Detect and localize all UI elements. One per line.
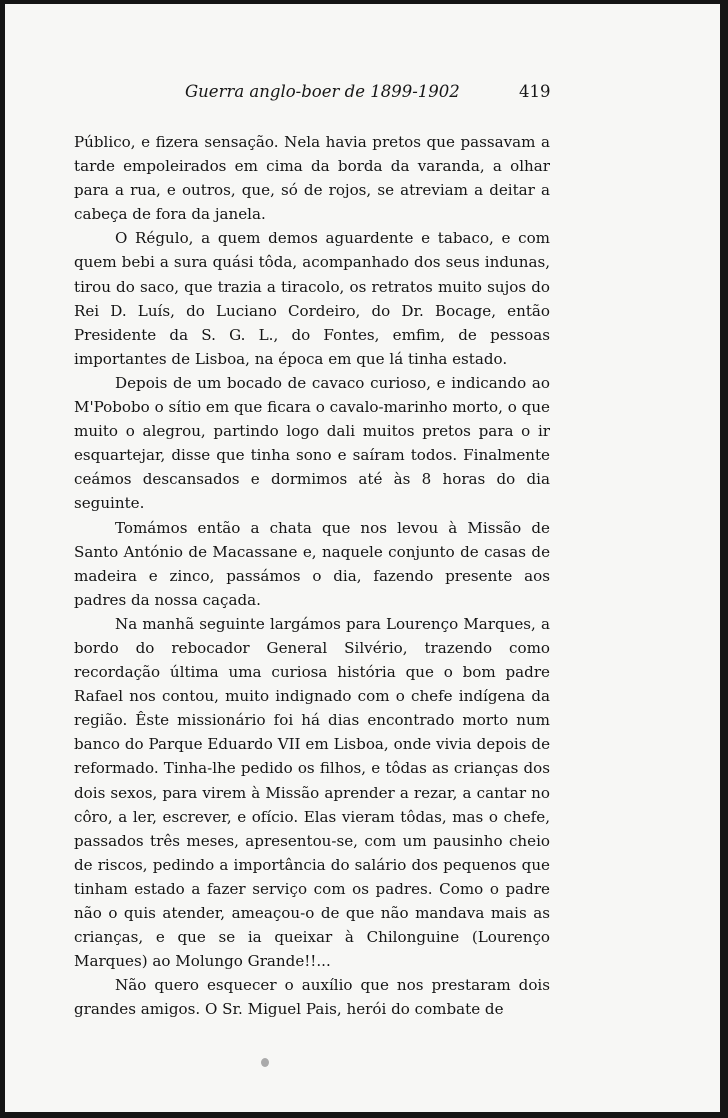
paragraph-regulo: O Régulo, a quem demos aguardente e tabaco, e com quem bebi a sura quási tôda, acompanhado dos seus indunas, tirou do saco, que trazia a tiracolo, os retratos muito sujos do Rei D. Luís, do Luciano Cordeiro, do Dr. Bocage, então Presidente da S. G. L., do Fontes, emfim, de pessoas importantes de Lisboa, na época em que lá tinha estado.	[74, 229, 550, 368]
scan-speck	[261, 1058, 269, 1067]
paragraph-depois: Depois de um bocado de cavaco curioso, e indicando ao M'Pobobo o sítio em que ficara o cavalo-marinho morto, o que muito o alegrou, partindo logo dali muitos pretos para o ir esquartejar, disse que tinha sono e saíram todos. Finalmente ceámos descansados e dormimos até às 8 horas do dia seguinte.	[74, 373, 550, 513]
paragraph-na-manha: Na manhã seguinte largámos para Lourenço Marques, a bordo do rebocador General Silvério, trazendo como recordação última uma curiosa história que o bom padre Rafael nos contou, muito indignado com o chefe indígena da região. Êste missionário foi há dias encontrado morto num banco do Parque Eduardo VII em Lisboa, onde vivia depois de reformado. Tinha-lhe pedido os filhos, e tôdas as crianças dos dois sexos, para virem à Missão aprender a rezar, a cantar no côro, a ler, escrever, e ofício. Elas vieram tôdas, mas o chefe, passados três meses, apresentou-se, com um pausinho cheio de riscos, pedindo a importância do salário dos pequenos que tinham estado a fazer serviço com os padres. Como o padre não o quis atender, ameaçou-o de que não mandava mais as crianças, e que se ia queixar à Chilonguine (Lourenço Marques) ao Molungo Grande!!...	[74, 614, 550, 971]
paragraph-nao-quero: Não quero esquecer o auxílio que nos prestaram dois grandes amigos. O Sr. Miguel Pais, herói do combate de	[74, 976, 550, 1019]
running-title: Guerra anglo-boer de 1899-1902	[185, 82, 460, 101]
page-header	[5, 82, 720, 108]
paragraph-continued: Público, e fizera sensação. Nela havia pretos que passavam a tarde empoleirados em cima da borda da varanda, a olhar para a rua, e outros, que, só de rojos, se atreviam a deitar a cabeça de fora da janela.	[74, 133, 550, 224]
page-number: 419	[519, 82, 551, 101]
book-page	[5, 4, 720, 1112]
body-text	[74, 130, 550, 1021]
paragraph-tomamos: Tomámos então a chata que nos levou à Missão de Santo António de Macassane e, naquele conjunto de casas de madeira e zinco, passámos o dia, fazendo presente aos padres da nossa caçada.	[74, 518, 550, 609]
